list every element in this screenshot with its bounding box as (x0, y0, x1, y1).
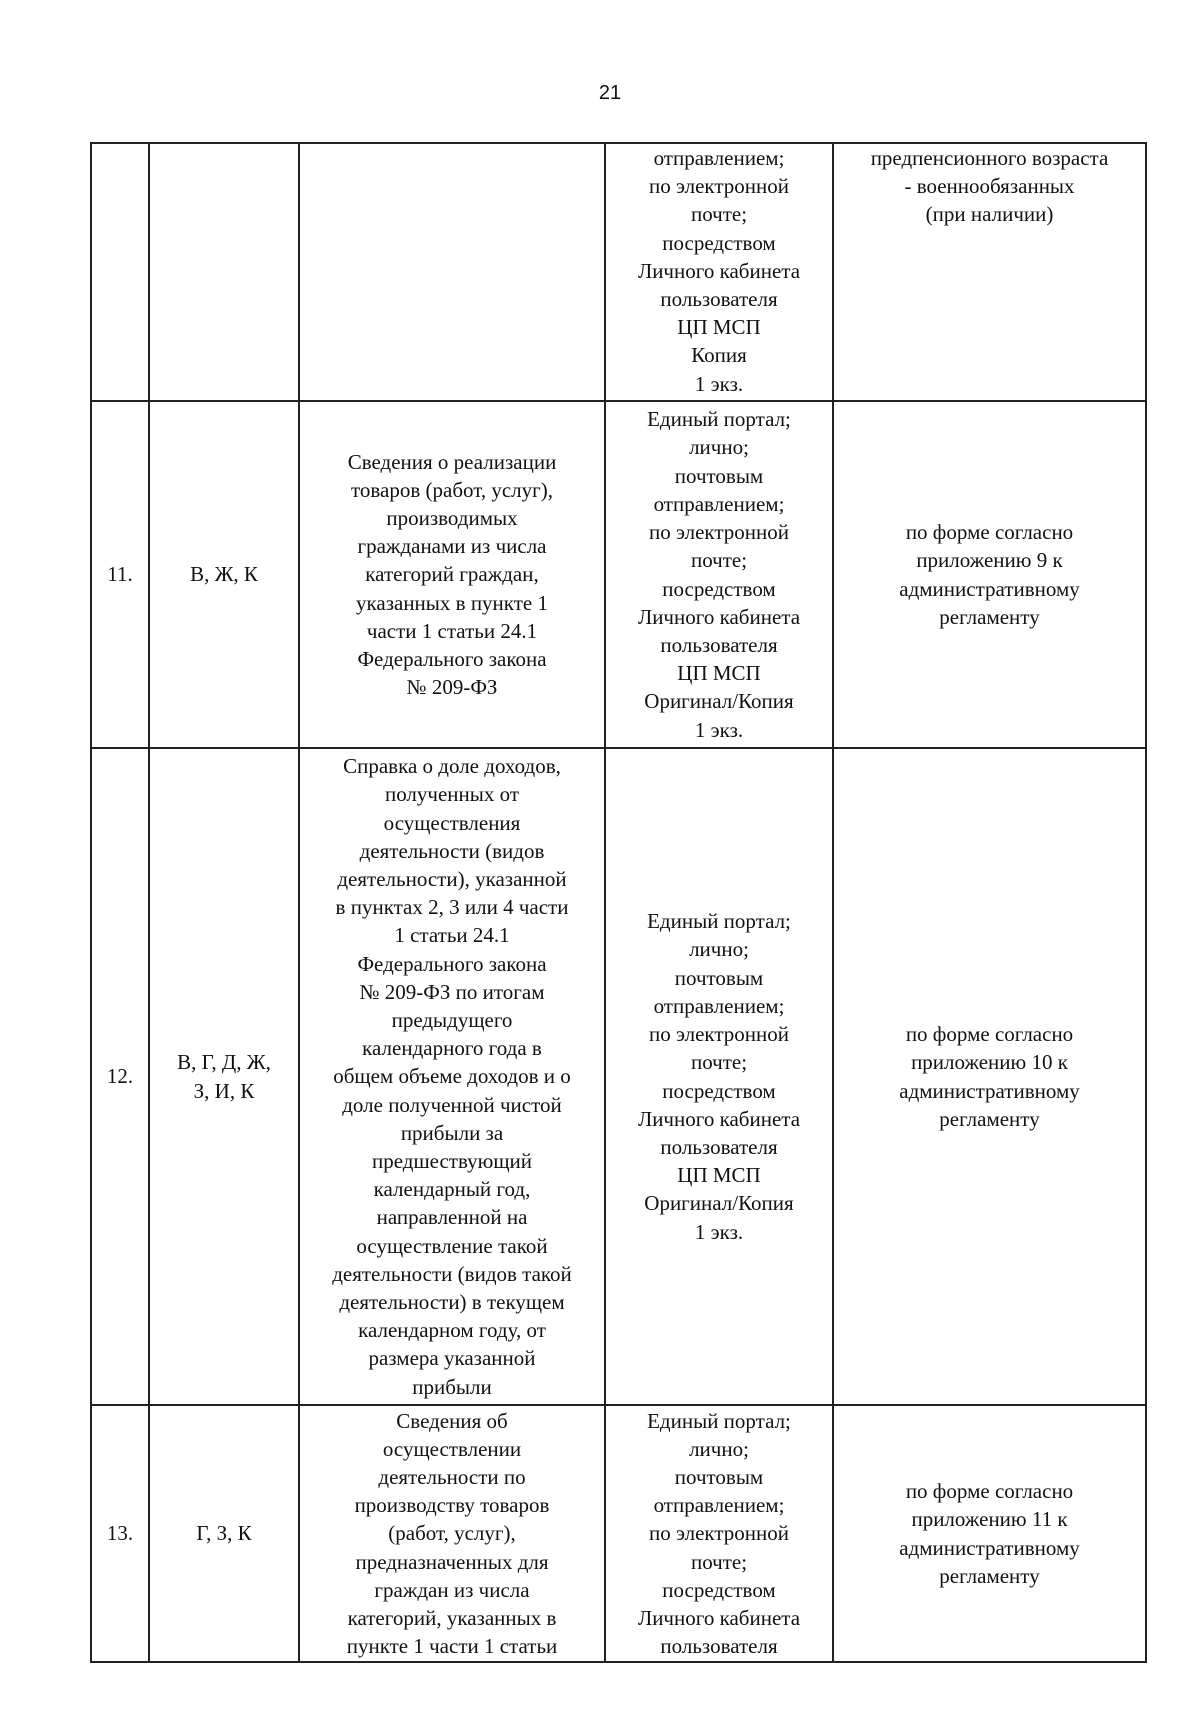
categories-cell: В, Г, Д, Ж, З, И, К (149, 748, 299, 1405)
submission-method-cell: Единый портал; лично; почтовым отправлением; по электронной почте; посредством Личного кабинета пользователя ЦП МСП Оригинал/Копия 1 экз. (605, 748, 833, 1405)
document-cell: Сведения о реализации товаров (работ, услуг), производимых гражданами из числа категорий граждан, указанных в пункте 1 части 1 статьи 24.1 Федерального закона № 209-ФЗ (299, 401, 605, 748)
categories-cell (149, 143, 299, 401)
categories-cell: Г, З, К (149, 1405, 299, 1662)
submission-method-cell: Единый портал; лично; почтовым отправлением; по электронной почте; посредством Личного кабинета пользователя ЦП МСП Оригинал/Копия 1 экз. (605, 401, 833, 748)
row-number-cell: 11. (91, 401, 149, 748)
note-cell: по форме согласно приложению 11 к административному регламенту (833, 1405, 1146, 1662)
document-cell (299, 143, 605, 401)
submission-method-cell: отправлением; по электронной почте; посредством Личного кабинета пользователя ЦП МСП Копия 1 экз. (605, 143, 833, 401)
submission-method-cell: Единый портал; лично; почтовым отправлением; по электронной почте; посредством Личного кабинета пользователя (605, 1405, 833, 1662)
table-row (91, 1405, 1146, 1662)
table-row (91, 748, 1146, 1405)
note-cell: по форме согласно приложению 10 к административному регламенту (833, 748, 1146, 1405)
row-number-cell: 13. (91, 1405, 149, 1662)
table-row (91, 143, 1146, 401)
document-cell: Сведения об осуществлении деятельности по производству товаров (работ, услуг), предназначенных для граждан из числа категорий, указанных в пункте 1 части 1 статьи (299, 1405, 605, 1662)
row-number-cell: 12. (91, 748, 149, 1405)
page-number: 21 (598, 82, 622, 104)
table-row (91, 401, 1146, 748)
categories-cell: В, Ж, К (149, 401, 299, 748)
document-cell: Справка о доле доходов, полученных от осуществления деятельности (видов деятельности), указанной в пунктах 2, 3 или 4 части 1 статьи 24.1 Федерального закона № 209-ФЗ по итогам предыдущего календарного года в общем объеме доходов и о доле полученной чистой прибыли за предшествующий календарный год, направленной на осуществление такой деятельности (видов такой деятельности) в текущем календарном году, от размера указанной прибыли (299, 748, 605, 1405)
row-number-cell (91, 143, 149, 401)
note-cell: по форме согласно приложению 9 к административному регламенту (833, 401, 1146, 748)
note-cell: предпенсионного возраста - военнообязанных (при наличии) (833, 143, 1146, 401)
requirements-table (90, 142, 1147, 1663)
